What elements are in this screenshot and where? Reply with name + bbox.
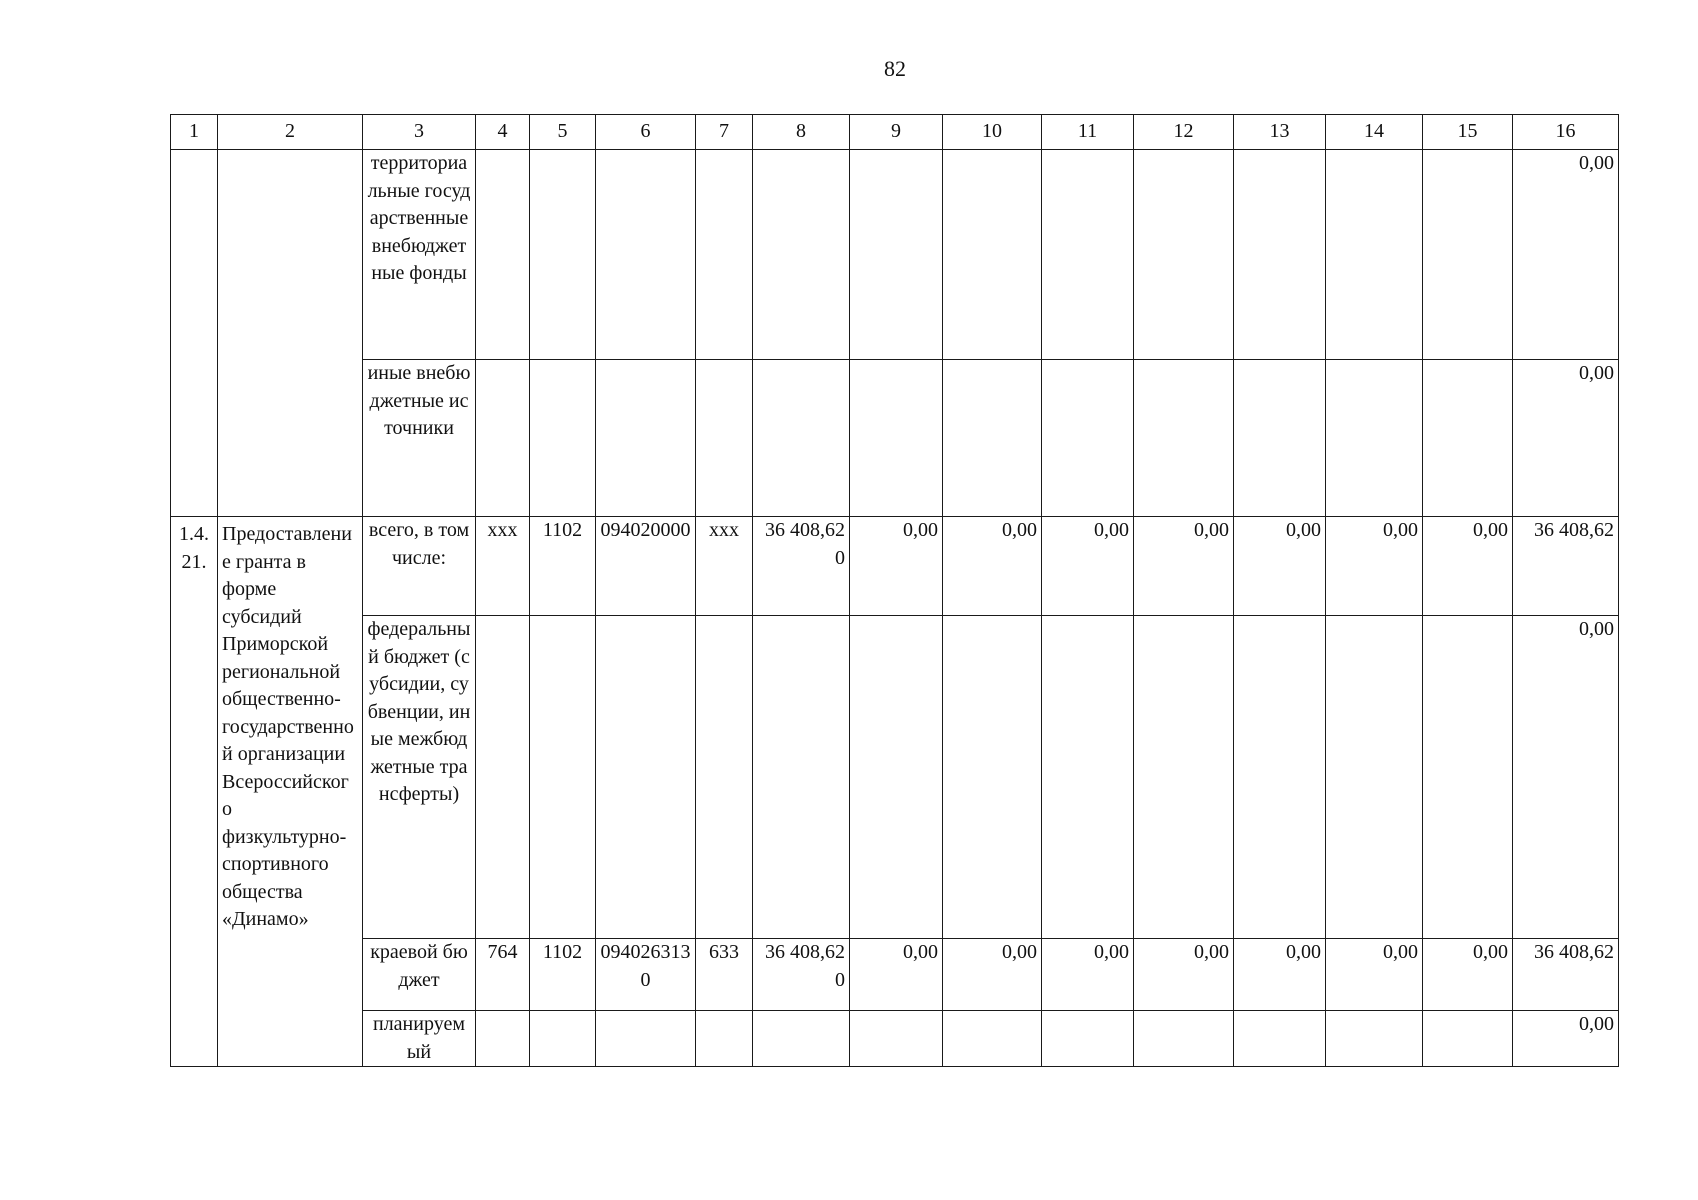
empty-cell (1423, 1011, 1513, 1067)
header-cell: 12 (1134, 115, 1234, 150)
empty-cell (596, 360, 696, 517)
empty-cell (943, 150, 1042, 360)
empty-cell (1234, 616, 1326, 939)
grbs-cell: 764 (476, 939, 530, 1011)
header-cell: 16 (1513, 115, 1619, 150)
header-cell: 10 (943, 115, 1042, 150)
value-cell: 0,00 (1423, 517, 1513, 616)
empty-cell (696, 616, 753, 939)
header-cell: 11 (1042, 115, 1134, 150)
empty-cell (530, 1011, 596, 1067)
empty-cell (1134, 616, 1234, 939)
empty-cell (753, 616, 850, 939)
empty-cell (530, 150, 596, 360)
header-cell: 14 (1326, 115, 1423, 150)
empty-cell (1134, 1011, 1234, 1067)
value-cell: 0,00 (1042, 939, 1134, 1011)
empty-cell (1326, 616, 1423, 939)
value-cell: 0,00 (1134, 939, 1234, 1011)
total-value-cell: 0,00 (1513, 616, 1619, 939)
empty-cell (596, 616, 696, 939)
empty-cell (171, 150, 218, 517)
funding-source-cell: иные внебюджетные источники (363, 360, 476, 517)
empty-cell (753, 360, 850, 517)
table-row (171, 150, 1619, 360)
empty-cell (1423, 616, 1513, 939)
empty-cell (1234, 150, 1326, 360)
table-row (171, 517, 1619, 616)
header-cell: 15 (1423, 115, 1513, 150)
value-cell: 0,00 (1326, 939, 1423, 1011)
empty-cell (476, 1011, 530, 1067)
empty-cell (1423, 150, 1513, 360)
empty-cell (696, 150, 753, 360)
value-cell: 0,00 (1423, 939, 1513, 1011)
header-cell: 8 (753, 115, 850, 150)
header-row (171, 115, 1619, 150)
rzpr-cell: 1102 (530, 939, 596, 1011)
empty-cell (696, 360, 753, 517)
table-row (171, 616, 1619, 939)
total-value-cell: 36 408,62 (1513, 939, 1619, 1011)
empty-cell (476, 360, 530, 517)
total-value-cell: 36 408,62 (1513, 517, 1619, 616)
value-cell: 0,00 (850, 939, 943, 1011)
header-cell: 4 (476, 115, 530, 150)
empty-cell (1134, 150, 1234, 360)
empty-cell (1234, 1011, 1326, 1067)
funding-source-cell: всего, в том числе: (363, 517, 476, 616)
funding-source-cell: территориальные государственные внебюджетные фонды (363, 150, 476, 360)
empty-cell (850, 150, 943, 360)
empty-cell (753, 1011, 850, 1067)
value-cell: 0,00 (1234, 517, 1326, 616)
value-cell: 0,00 (1326, 517, 1423, 616)
csr-cell: 094020000 (596, 517, 696, 616)
value-cell: 0,00 (850, 517, 943, 616)
empty-cell (943, 360, 1042, 517)
grbs-cell: xxx (476, 517, 530, 616)
empty-cell (1326, 360, 1423, 517)
value-cell: 36 408,620 (753, 939, 850, 1011)
empty-cell (530, 360, 596, 517)
table-row (171, 360, 1619, 517)
empty-cell (476, 150, 530, 360)
total-value-cell: 0,00 (1513, 360, 1619, 517)
vr-cell: xxx (696, 517, 753, 616)
empty-cell (1234, 360, 1326, 517)
total-value-cell: 0,00 (1513, 150, 1619, 360)
empty-cell (850, 616, 943, 939)
empty-cell (596, 150, 696, 360)
funding-source-cell: краевой бюджет (363, 939, 476, 1011)
header-cell: 5 (530, 115, 596, 150)
empty-cell (696, 1011, 753, 1067)
empty-cell (1134, 360, 1234, 517)
value-cell: 0,00 (1134, 517, 1234, 616)
item-name-cell: Предоставление гранта в форме субсидий Приморской региональной общественно-государственной организации Всероссийского физкультурно-спортивного общества «Динамо» (218, 517, 363, 1067)
budget-table (170, 114, 1619, 1067)
empty-cell (530, 616, 596, 939)
empty-cell (850, 360, 943, 517)
empty-cell (1326, 150, 1423, 360)
empty-cell (1042, 150, 1134, 360)
empty-cell (476, 616, 530, 939)
empty-cell (596, 1011, 696, 1067)
header-cell: 3 (363, 115, 476, 150)
empty-cell (218, 150, 363, 517)
header-cell: 9 (850, 115, 943, 150)
header-cell: 13 (1234, 115, 1326, 150)
header-cell: 1 (171, 115, 218, 150)
page-number: 82 (884, 56, 906, 81)
header-cell: 2 (218, 115, 363, 150)
header-cell: 7 (696, 115, 753, 150)
empty-cell (1042, 616, 1134, 939)
csr-cell: 0940263130 (596, 939, 696, 1011)
total-value-cell: 0,00 (1513, 1011, 1619, 1067)
empty-cell (753, 150, 850, 360)
table-row (171, 939, 1619, 1011)
value-cell: 0,00 (943, 939, 1042, 1011)
funding-source-cell: планируемый (363, 1011, 476, 1067)
empty-cell (1042, 1011, 1134, 1067)
value-cell: 36 408,620 (753, 517, 850, 616)
item-number-cell: 1.4.21. (171, 517, 218, 1067)
funding-source-cell: федеральный бюджет (субсидии, субвенции, иные межбюджетные трансферты) (363, 616, 476, 939)
value-cell: 0,00 (1042, 517, 1134, 616)
header-cell: 6 (596, 115, 696, 150)
value-cell: 0,00 (1234, 939, 1326, 1011)
rzpr-cell: 1102 (530, 517, 596, 616)
vr-cell: 633 (696, 939, 753, 1011)
empty-cell (850, 1011, 943, 1067)
empty-cell (943, 616, 1042, 939)
empty-cell (1423, 360, 1513, 517)
value-cell: 0,00 (943, 517, 1042, 616)
empty-cell (1326, 1011, 1423, 1067)
table-row (171, 1011, 1619, 1067)
empty-cell (943, 1011, 1042, 1067)
empty-cell (1042, 360, 1134, 517)
